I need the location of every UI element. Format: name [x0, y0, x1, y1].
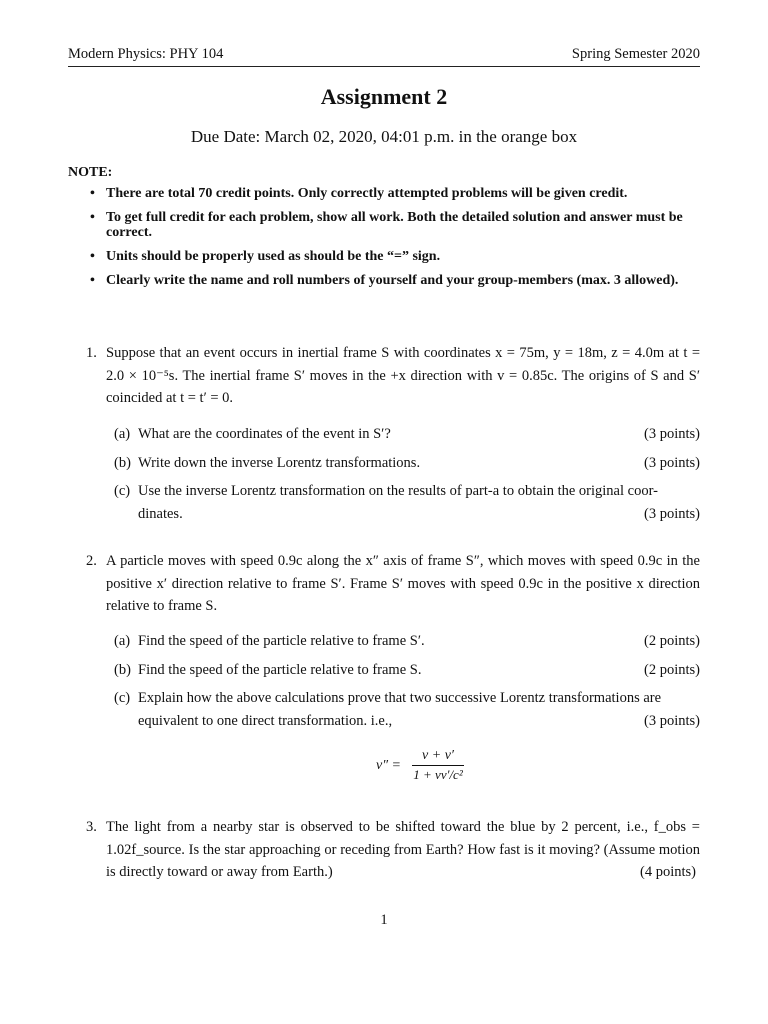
formula-denominator: 1 + vv′/c²	[413, 767, 463, 782]
points: (3 points)	[644, 426, 700, 442]
points: (3 points)	[644, 505, 700, 522]
note-item: • There are total 70 credit points. Only correctly attempted problems will be given credit.	[90, 186, 628, 201]
problem-2-parts	[114, 630, 700, 738]
note-list	[86, 186, 700, 297]
bullet-icon: •	[90, 249, 95, 264]
assignment-title: Assignment 2	[320, 84, 448, 109]
part-a: (a) What are the coordinates of the event in S′? (3 points)	[114, 423, 700, 446]
note-item: • Units should be properly used as should be the “=” sign.	[90, 249, 441, 264]
bullet-icon: •	[90, 273, 95, 288]
fraction-bar	[412, 765, 464, 766]
course-name: Modern Physics: PHY 104	[68, 46, 224, 62]
problem-1	[86, 342, 700, 410]
note-label: NOTE:	[68, 165, 113, 180]
problem-statement: Suppose that an event occurs in inertial frame S with coordinates x = 75m, y = 18m, z = 4.0m at t = 2.0 × 10⁻⁵s. The inertial frame S′ moves in the +x direction with v = 0.85c. The origins of S and S′ coincided at t = t′ = 0.	[106, 345, 700, 406]
header-rule	[68, 66, 700, 67]
part-a: (a) Find the speed of the particle relative to frame S′. (2 points)	[114, 630, 700, 653]
bullet-icon: •	[90, 186, 95, 201]
velocity-addition-formula	[376, 748, 466, 788]
points: (3 points)	[644, 712, 700, 729]
note-item: • Clearly write the name and roll numbers of yourself and your group-members (max. 3 allowed).	[90, 273, 679, 288]
page-number: 1	[380, 912, 388, 928]
problem-number: 3.	[86, 819, 97, 835]
part-c: (c) Explain how the above calculations prove that two successive Lorentz transformations are equivalent to one direct transformation. i.e., (3 points)	[114, 687, 700, 732]
problem-number: 2.	[86, 553, 97, 569]
points: (2 points)	[644, 661, 700, 678]
formula-fraction	[412, 748, 464, 783]
due-date: Due Date: March 02, 2020, 04:01 p.m. in the orange box	[190, 127, 578, 146]
bullet-icon: •	[90, 210, 95, 225]
problem-number: 1.	[86, 345, 97, 361]
points: (4 points)	[640, 864, 696, 880]
problem-2	[86, 550, 700, 618]
problem-1-parts	[114, 423, 700, 531]
formula-lhs: v″ =	[376, 758, 401, 773]
points: (3 points)	[644, 454, 700, 471]
problem-statement: A particle moves with speed 0.9c along the x″ axis of frame S″, which moves with speed 0.9c in the positive x′ direction relative to frame S′. Frame S′ moves with speed 0.9c in the positive x direction relative to frame S.	[106, 553, 700, 614]
part-b: (b) Write down the inverse Lorentz transformations. (3 points)	[114, 452, 700, 475]
page-header	[68, 46, 700, 66]
points: (2 points)	[644, 633, 700, 649]
part-c: (c) Use the inverse Lorentz transformation on the results of part-a to obtain the original coor- dinates. (3 points)	[114, 480, 700, 525]
part-b: (b) Find the speed of the particle relative to frame S. (2 points)	[114, 659, 700, 682]
problem-3	[86, 816, 700, 884]
note-item: • To get full credit for each problem, show all work. Both the detailed solution and answer must be correct.	[90, 210, 683, 240]
semester: Spring Semester 2020	[571, 46, 700, 62]
formula-numerator: v + v′	[422, 748, 454, 763]
problem-statement: The light from a nearby star is observed to be shifted toward the blue by 2 percent, i.e., f_obs = 1.02f_source. Is the star approaching or receding from Earth? How fast is it moving? (Assume motion is directly toward or away from Earth.)	[106, 819, 700, 880]
